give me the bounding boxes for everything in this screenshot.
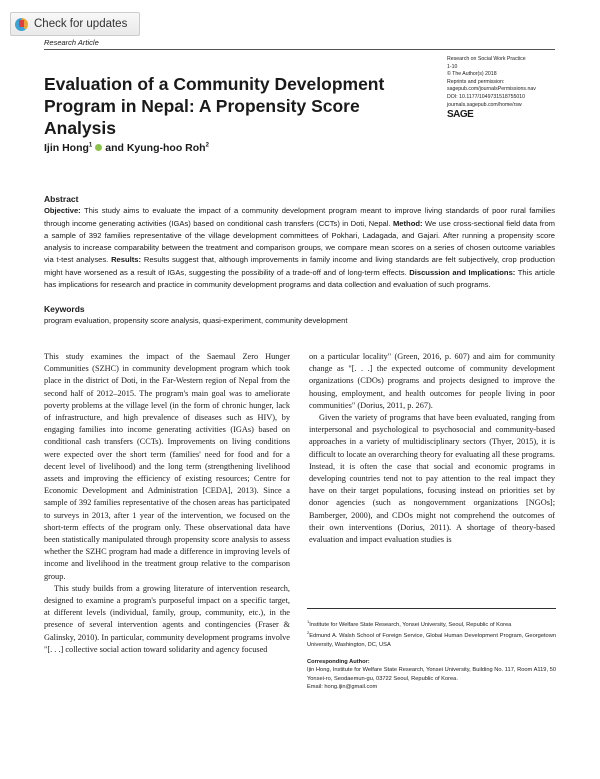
corresponding-author-address: Ijin Hong, Institute for Welfare State Research, Yonsei University, Building No. 117, Room A119, 50 Yonsei-ro, Seodaemun-gu, 03722 Seoul, Republic of Korea. — [307, 667, 556, 682]
check-for-updates-label: Check for updates — [34, 18, 128, 30]
abstract-heading: Abstract — [44, 194, 79, 204]
copyright: © The Author(s) 2018 — [447, 71, 497, 78]
crossmark-icon — [15, 18, 28, 31]
doi[interactable]: DOI: 10.1177/1049731518755010 — [447, 93, 526, 100]
author-2-affil: 2 — [205, 142, 209, 149]
author-1-affil: 1 — [88, 142, 93, 149]
article-type: Research Article — [44, 38, 99, 47]
footnote-mark: 1 — [307, 619, 310, 624]
journal-link[interactable]: journals.sagepub.com/home/rsw — [447, 101, 522, 108]
journal-name: Research on Social Work Practice — [447, 56, 526, 62]
pages: 1-10 — [447, 63, 458, 70]
affiliation-1 — [307, 618, 556, 629]
check-for-updates-button[interactable] — [10, 12, 140, 36]
abstract — [44, 193, 555, 291]
footnote-rule — [307, 608, 556, 609]
affiliation-text: Edmund A. Walsh School of Foreign Service, Global Human Development Program, Georgetown University, Washington, DC, USA — [307, 633, 556, 648]
results-label: Results: — [111, 255, 142, 265]
keywords-heading: Keywords — [44, 304, 85, 314]
sage-logo: SAGE — [447, 109, 474, 121]
authors — [44, 142, 209, 154]
author-2: and Kyung-hoo Roh — [105, 142, 206, 154]
discussion-text: This article has implications for research and practice in community development programs and data collection and evaluation of such programs. — [44, 267, 555, 290]
author-1: Ijin Hong — [44, 142, 89, 154]
journal-metadata — [447, 56, 536, 119]
header-rule — [44, 49, 555, 50]
footnotes — [307, 618, 556, 692]
footnote-mark: 2 — [307, 630, 310, 636]
permissions-link[interactable]: sagepub.com/journalsPermissions.nav — [447, 86, 536, 93]
results-text: Results suggest that, although improvements in family income and living standards are felt subjectively, crop production might have worsened as a result of IGAs, suggesting the possibility of a trade-off and of long-term effects. — [44, 255, 555, 277]
method-label: Method: — [392, 218, 423, 228]
paragraph: Given the variety of programs that have been evaluated, ranging from interpersonal and psychological to psychosocial and community-based approaches in a variety of multidisciplinary sectors (Thyer, 2015), it is difficult to locate an overarching theory for evaluating all these programs. Instead, it is often the case that social and economic programs in developing countries tend not to pay attention to the real impact they have on their target populations, focusing instead on priorities set by donor agencies (such as nongovernment organizations [NGOs]; Bamberger, 2000), and CDOs might not comprehend the outcomes of their own interventions (Dorius, 2011). A shortage of theory-based evaluation and impact evaluation studies is — [309, 413, 555, 545]
corresponding-email[interactable]: Email: hong.ijin@gmail.com — [307, 684, 378, 691]
reprints: Reprints and permission: — [447, 78, 505, 85]
paragraph: on a particular locality" (Green, 2016, p. 607) and aim for community change as "[. . .] the expected outcome of community development organizations (CDOs) programs and projects designed to improve the housing, employment, and health outcomes for people living in poor communities" (Dorius, 2011, p. 267). — [309, 352, 555, 410]
orcid-icon[interactable] — [95, 144, 102, 151]
keywords — [44, 303, 555, 327]
body-right-column — [309, 351, 555, 546]
objective-text: This study aims to evaluate the impact of a community development program meant to improve living standards of poor rural families through income generating activities (IGAs) based on conditional cash transfers (CCTs) in Doti, Nepal. — [44, 206, 555, 228]
article-title: Evaluation of a Community Development Program in Nepal: A Propensity Score Analysis — [44, 74, 385, 138]
method-text: We use cross-sectional field data from a sample of 392 families representative of the village development committees of Pokhari, Ladagada, and Gajari. After running a propensity score analysis to increase comparability between the treatment and comparison groups, we compare mean scores on a series of chosen outcome variables via t-test analyses. — [44, 218, 555, 265]
affiliation-2 — [307, 629, 556, 649]
affiliation-text: Institute for Welfare State Research, Yonsei University, Seoul, Republic of Korea — [309, 621, 512, 628]
objective-label: Objective: — [44, 206, 81, 216]
paragraph: This study examines the impact of the Saemaul Zero Hunger Communities (SZHC) in community development program which took place in the district of Doti, in the Far-Western region of Nepal from the second half of 2012–2015. The program's main goal was to ameliorate poverty problems at the village level (in the form of chronic hunger, lack of infrastructure, and high prevalence of diseases such as HIV), by engaging families into income generating activities (IGAs) based on conditional cash transfers (CCTs). Improvements on living conditions were expected over the short term (families' need for food and for a decent level of livelihood) and the long term (strengthening livelihood assets and improving the efficiency of existing resources; Centre for Economic Development and Administration [CEDA], 2013). Since a sample of 392 families representative of the chosen areas has participated to surveys in 2013, after 1 year of the intervention, we focused on the short-term effects of the program only. These observational data have been statistically manipulated through propensity score analysis to assess whether the SZHC program had made a difference in improving levels of income and livelihood in the treatment group relative to the comparison group. — [44, 352, 290, 581]
discussion-label: Discussion and Implications: — [409, 267, 516, 277]
body-left-column — [44, 351, 290, 656]
keywords-text: program evaluation, propensity score analysis, quasi-experiment, community development — [44, 316, 348, 325]
corresponding-author-label: Corresponding Author: — [307, 659, 370, 665]
paragraph: This study builds from a growing literature of intervention research, designed to examine a program's purposeful impact on a specific target, at different levels (individual, family, group, community, etc.), in the presence of several intervention agents and contingencies (Fraser & Galinsky, 2010). In particular, community development programs involve "[. . .] collective social action toward solidarity and agency focused — [44, 583, 290, 654]
